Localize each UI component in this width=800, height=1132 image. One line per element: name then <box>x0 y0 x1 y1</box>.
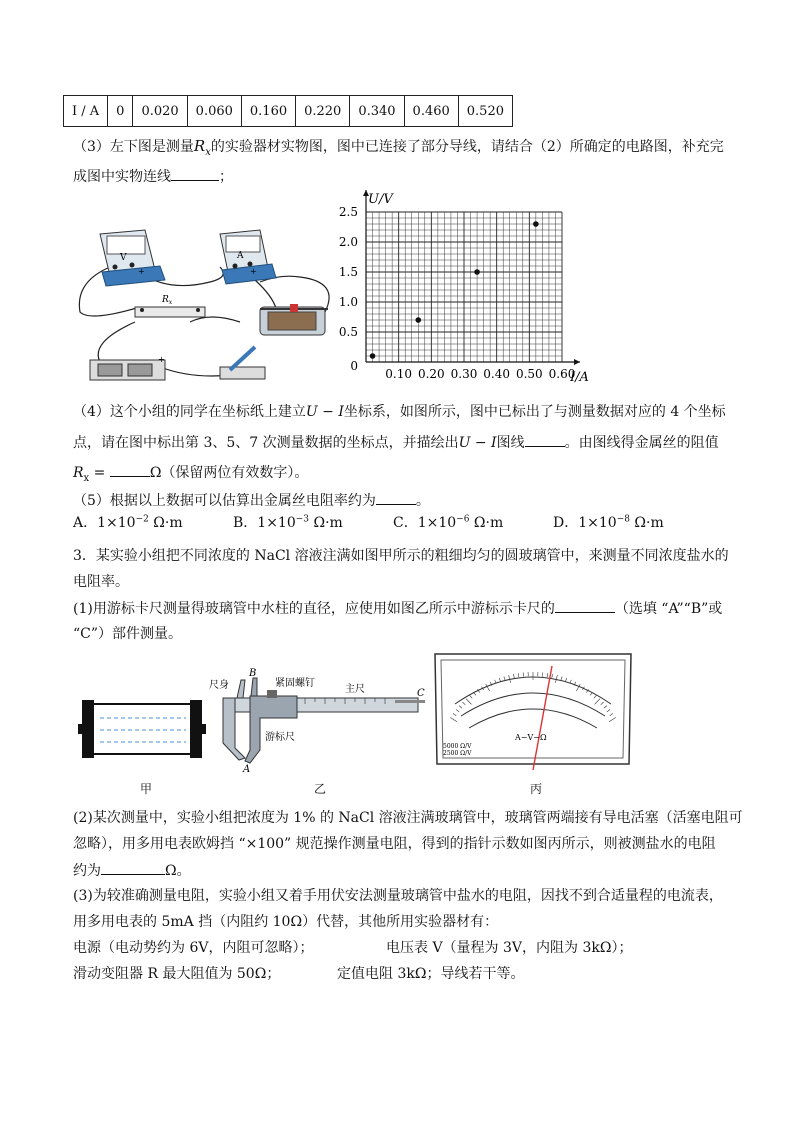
q5-option[interactable]: C．$1\times 10^{-6}$ Ω·m <box>393 514 504 531</box>
voltmeter <box>100 230 165 286</box>
svg-text:+: + <box>250 267 257 276</box>
p3-q1-line1: (1)用游标卡尺测量得玻璃管中水柱的直径，应使用如图乙所示中游标示卡尺的 （选填 “A”“B”或 <box>73 598 722 619</box>
current-table <box>63 95 513 127</box>
table-cell: 0.220 <box>296 96 350 127</box>
table-header-cell: I / A <box>64 96 108 127</box>
glass-tube-figure <box>78 700 208 770</box>
table-cell: 0.020 <box>133 96 187 127</box>
q3-line2: 成图中实物连线 ； <box>73 166 233 187</box>
q5-text: （5）根据以上数据可以估算出金属丝电阻率约为 。 <box>73 490 430 511</box>
chart-grid <box>366 212 562 362</box>
table-cell: 0.520 <box>458 96 512 127</box>
p3-q3-line1: (3)为较准确测量电阻，实验小组又着手用伏安法测量玻璃管中盐水的电阻，因找不到合适量程的电流表， <box>73 888 723 904</box>
x-tick-label: 0.60 <box>548 367 576 381</box>
vernier-caliper-figure <box>205 668 430 773</box>
x-tick-label: 0.20 <box>417 367 445 381</box>
svg-text:紧固螺钉: 紧固螺钉 <box>275 678 315 689</box>
table-cell: 0.340 <box>350 96 404 127</box>
multimeter-dial-figure <box>433 652 633 770</box>
chart-axes <box>363 190 580 365</box>
y-tick-label: 1.5 <box>338 265 358 279</box>
rx-resistor <box>135 295 205 317</box>
circuit-apparatus-figure <box>70 222 355 392</box>
y-tick-label: 0 <box>350 359 358 373</box>
q5-option[interactable]: D．$1\times 10^{-8}$ Ω·m <box>553 514 664 531</box>
y-tick-label: 1.0 <box>338 295 358 309</box>
p3-q3-line6: 定值电阻 3kΩ；导线若干等。 <box>337 966 525 982</box>
p3-line1: 3．某实验小组把不同浓度的 NaCl 溶液注满如图甲所示的粗细均匀的圆玻璃管中，来测量不同浓度盐水的 <box>73 548 729 564</box>
data-point <box>415 317 421 323</box>
answer-blank[interactable] <box>110 462 150 477</box>
answer-blank[interactable] <box>525 432 565 447</box>
q5-option[interactable]: A．$1\times 10^{-2}$ Ω·m <box>73 514 183 531</box>
y-tick-label: 0.5 <box>338 325 358 339</box>
x-tick-label: 0.40 <box>483 367 511 381</box>
table-cell: 0.160 <box>241 96 295 127</box>
q5-option[interactable]: B．$1\times 10^{-3}$ Ω·m <box>233 514 343 531</box>
q4-line2: 点，请在图中标出第 3、5、7 次测量数据的坐标点，并描绘出U − I图线 。由图线得金属丝的阻值 <box>73 432 719 453</box>
y-tick-label: 2.5 <box>338 205 358 219</box>
svg-text:V: V <box>120 253 127 263</box>
answer-blank[interactable] <box>376 490 416 505</box>
svg-text:A: A <box>243 764 251 773</box>
data-point <box>474 269 480 275</box>
svg-text:B: B <box>249 668 257 679</box>
svg-text:Rx: $R_x$ <box>162 295 173 306</box>
data-point <box>370 353 376 359</box>
y-tick-label: 2.0 <box>338 235 358 249</box>
svg-text:游标尺: 游标尺 <box>265 732 295 743</box>
y-axis-label: U/V <box>368 192 393 207</box>
x-axis-arrow <box>574 359 580 365</box>
svg-text:+: + <box>138 267 145 276</box>
answer-blank[interactable] <box>101 860 165 875</box>
caption-bing: 丙 <box>530 782 543 796</box>
switch <box>220 347 265 379</box>
p3-q3-line5: 滑动变阻器 R 最大阻值为 50Ω； <box>73 966 281 982</box>
q3-line1: （3）左下图是测量$R_x$的实验器材实物图，图中已连接了部分导线，请结合（2）所确定的电路图，补充完 <box>73 137 724 158</box>
caption-jia: 甲 <box>140 782 153 796</box>
battery-box <box>90 355 165 380</box>
svg-text:尺身: 尺身 <box>209 680 229 691</box>
svg-text:2500 Ω/V: 2500 Ω/V <box>443 750 472 757</box>
svg-text:主尺: 主尺 <box>345 684 365 695</box>
p3-q3-line4: 电压表 V（量程为 3V，内阻为 3kΩ）； <box>386 940 633 956</box>
p3-q1-line2: “C”）部件测量。 <box>73 626 183 642</box>
q4-line1: （4）这个小组的同学在坐标纸上建立U − I坐标系，如图所示，图中已标出了与测量数据对应的 4 个坐标 <box>73 404 726 420</box>
data-point <box>533 221 539 227</box>
x-tick-label: 0.30 <box>450 367 478 381</box>
x-tick-label: 0.10 <box>385 367 413 381</box>
p3-q2-line1: (2)某次测量中，实验小组把浓度为 1% 的 NaCl 溶液注满玻璃管中，玻璃管两端接有导电活塞（活塞电阻可 <box>73 810 743 826</box>
p3-q3-line3: 电源（电动势约为 6V，内阻可忽略）； <box>73 940 314 956</box>
svg-text:C: C <box>417 688 425 699</box>
p3-q2-line2: 忽略），用多用电表欧姆挡 “×100” 规范操作测量电阻，得到的指针示数如图丙所示，则被测盐水的电阻 <box>73 836 716 852</box>
table-cell: 0 <box>108 96 133 127</box>
svg-text:A−V−Ω: A−V−Ω <box>515 733 547 742</box>
q4-line3: $R_x = \Omega$（保留两位有效数字）。 <box>73 462 308 489</box>
answer-blank[interactable] <box>555 598 615 613</box>
ammeter <box>220 230 276 284</box>
table-cell: 0.460 <box>404 96 458 127</box>
p3-line2: 电阻率。 <box>73 574 129 590</box>
p3-q2-line3: 约为 Ω。 <box>73 860 191 881</box>
x-axis-label: I/A <box>570 370 589 385</box>
ui-chart <box>338 190 598 390</box>
p3-q3-line2: 用多用电表的 5mA 挡（内阻约 10Ω）代替，其他所用实验器材有： <box>73 914 499 930</box>
svg-text:+: + <box>158 355 165 364</box>
svg-text:A: A <box>237 251 244 261</box>
rheostat <box>260 304 328 335</box>
svg-text:5000 Ω/V: 5000 Ω/V <box>443 743 472 750</box>
answer-blank[interactable] <box>171 166 219 181</box>
x-tick-label: 0.50 <box>515 367 543 381</box>
table-cell: 0.060 <box>187 96 241 127</box>
caption-yi: 乙 <box>314 782 327 796</box>
